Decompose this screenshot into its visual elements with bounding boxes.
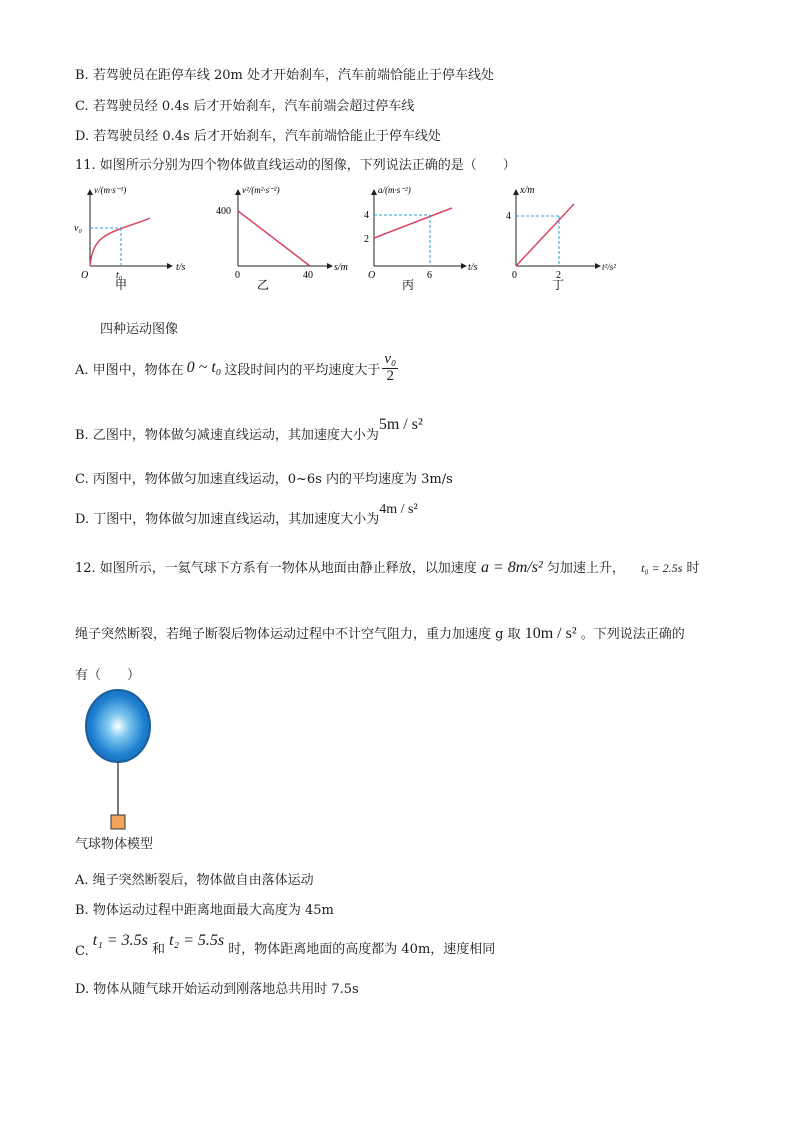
bing-line <box>374 208 452 238</box>
yi-ytick: 400 <box>216 206 231 217</box>
q11-graphs <box>70 182 630 294</box>
yi-xzero: 0 <box>235 270 240 281</box>
yi-xtick: 40 <box>303 270 313 281</box>
graph-yi <box>216 185 348 292</box>
q11-b-value: 5m / s² <box>378 416 423 433</box>
balloon-shape <box>86 690 150 762</box>
q12-figure-caption: 气球物体模型 <box>75 837 154 852</box>
bing-xlabel: t/s <box>468 262 478 273</box>
jia-ylabel: v/(m·s⁻¹) <box>94 185 127 195</box>
jia-t0: t₀ <box>116 270 123 281</box>
ding-ytick: 4 <box>506 211 511 222</box>
ding-ylabel: x/m <box>520 185 535 196</box>
jia-caption: 甲 <box>115 278 128 292</box>
q12-g-value: 10m / s² <box>524 625 577 642</box>
q12-c-and: 和 <box>151 942 165 957</box>
jia-v0: v₀ <box>74 223 82 234</box>
ding-xtick: 2 <box>556 270 561 281</box>
ding-caption: 丁 <box>552 278 565 292</box>
q11-option-d <box>75 502 418 528</box>
q11-a-prefix: A. 甲图中，物体在 <box>75 362 184 378</box>
q11-option-c: C. 丙图中，物体做匀加速直线运动，0~6s 内的平均速度为 3m/s <box>75 472 453 487</box>
q11-option-b <box>75 416 423 444</box>
jia-origin: O <box>81 270 89 281</box>
q11-a-fraction <box>382 352 398 385</box>
q11-a-den: 2 <box>386 367 395 384</box>
jia-xlabel: t/s <box>176 262 186 273</box>
bing-ytick-4: 4 <box>364 210 369 221</box>
q10-option-c: C. 若驾驶员经 0.4s 后才开始刹车，汽车前端会超过停车线 <box>75 99 415 114</box>
yi-line <box>238 211 310 266</box>
q11-a-num: v₀ <box>384 350 397 367</box>
q12-c-t1: t₁ = 3.5s <box>92 932 148 949</box>
q10-option-d: D. 若驾驶员经 0.4s 后才开始刹车，汽车前端恰能止于停车线处 <box>75 129 441 144</box>
q12-stem-line2 <box>75 623 685 643</box>
q12-accel: a = 8m/s² <box>480 559 543 576</box>
q11-b-text: B. 乙图中，物体做匀减速直线运动，其加速度大小为 <box>75 428 379 443</box>
bing-caption: 丙 <box>402 278 415 292</box>
q12-option-a: A. 绳子突然断裂后，物体做自由落体运动 <box>75 873 314 888</box>
q12-stem-b: 绳子突然断裂，若绳子断裂后物体运动过程中不计空气阻力，重力加速度 g 取 <box>75 627 521 642</box>
bing-xtick: 6 <box>427 270 432 281</box>
bing-ylabel: a/(m·s⁻²) <box>378 185 411 195</box>
q11-option-a <box>75 348 400 388</box>
ding-xlabel: t²/s² <box>602 262 616 272</box>
q11-d-text: D. 丁图中，物体做匀加速直线运动，其加速度大小为 <box>75 512 380 527</box>
ding-xzero: 0 <box>512 270 517 281</box>
q12-stem-b-end: 。下列说法正确的 <box>580 627 685 642</box>
yi-caption: 乙 <box>257 278 270 292</box>
hanging-block <box>111 815 125 829</box>
q11-d-value: 4m / s² <box>379 502 418 517</box>
q12-option-d: D. 物体从随气球开始运动到刚落地总共用时 7.5s <box>75 982 359 997</box>
yi-ylabel: v²/(m²·s⁻²) <box>242 185 280 195</box>
graph-bing <box>364 185 478 292</box>
graph-ding <box>506 185 616 292</box>
q12-option-b: B. 物体运动过程中距离地面最大高度为 45m <box>75 903 334 918</box>
q11-a-range: 0 ~ t₀ <box>186 359 222 376</box>
q12-stem-line1 <box>75 557 700 577</box>
q12-c-t2: t₂ = 5.5s <box>169 932 225 949</box>
q12-stem-a: 12. 如图所示，一氦气球下方系有一物体从地面由静止释放，以加速度 <box>75 561 477 576</box>
yi-xlabel: s/m <box>334 262 348 273</box>
q12-t0: t₀ = 2.5s <box>641 561 683 575</box>
q11-stem: 11. 如图所示分别为四个物体做直线运动的图像，下列说法正确的是（ ） <box>75 158 516 173</box>
graph-jia <box>74 185 186 292</box>
q12-stem-line3: 有（ ） <box>75 668 141 683</box>
bing-origin: O <box>368 270 376 281</box>
q11-figure-caption: 四种运动图像 <box>100 322 179 337</box>
q12-c-prefix: C. <box>75 944 89 959</box>
bing-ytick-2: 2 <box>364 234 369 245</box>
ding-line <box>516 204 574 266</box>
q12-stem-end: 时 <box>686 561 700 576</box>
q12-option-c <box>75 930 495 960</box>
balloon-figure <box>80 688 160 833</box>
q12-c-end: 时，物体距离地面的高度都为 40m，速度相同 <box>228 942 496 957</box>
q12-stem-mid: 匀加速上升， <box>546 561 625 576</box>
q10-option-b: B. 若驾驶员在距停车线 20m 处才开始刹车，汽车前端恰能止于停车线处 <box>75 68 494 83</box>
q11-a-mid: 这段时间内的平均速度大于 <box>224 362 381 378</box>
jia-curve <box>90 218 150 266</box>
